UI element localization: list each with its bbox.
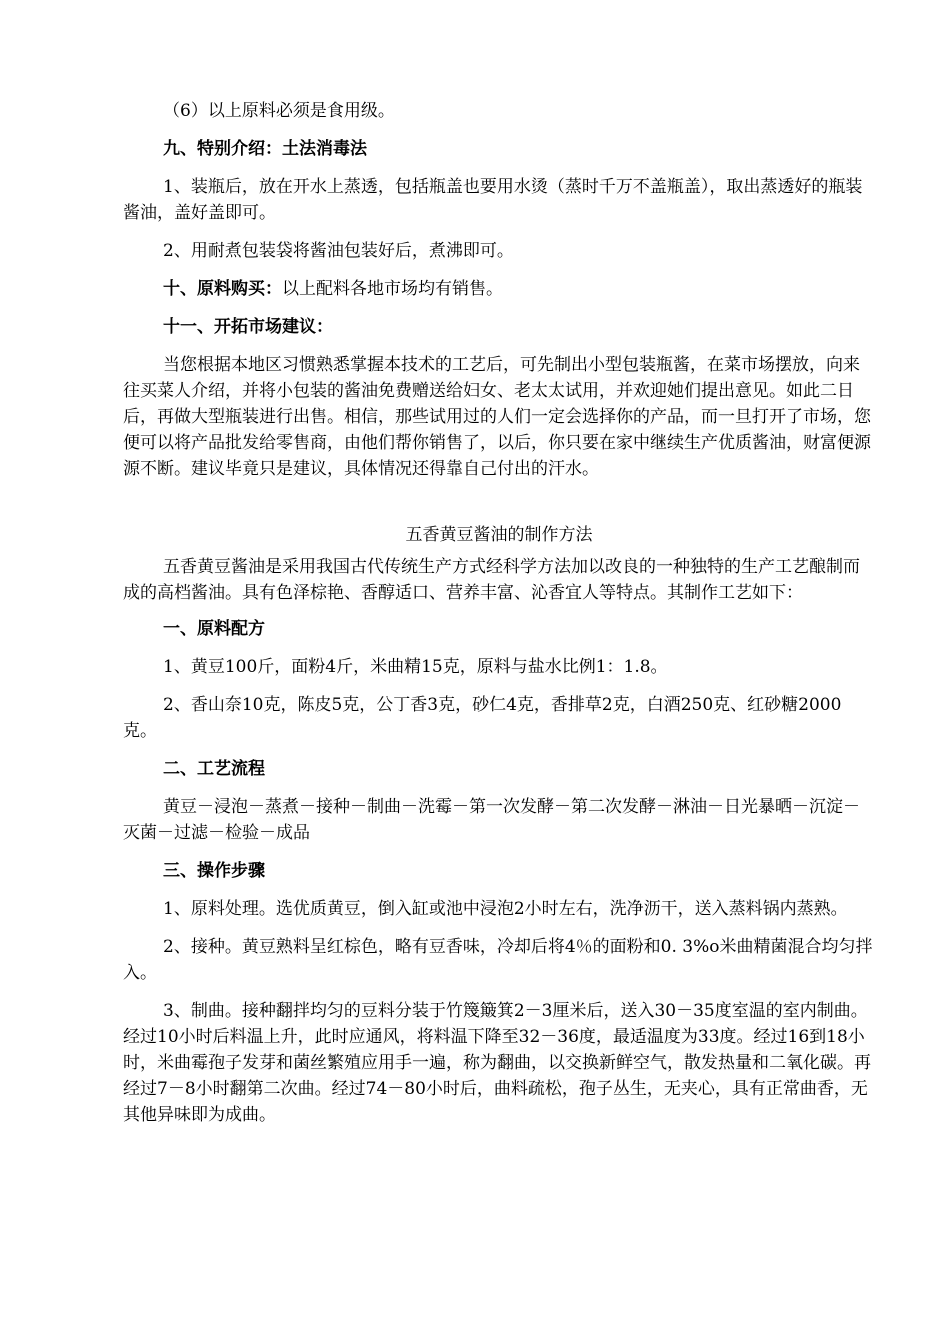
formula-item-1: 1、黄豆100斤，面粉4斤，米曲精15克，原料与盐水比例1：1.8。 bbox=[163, 657, 668, 677]
heading-operation-steps: 三、操作步骤 bbox=[163, 861, 265, 881]
heading-process-flow: 二、工艺流程 bbox=[163, 759, 265, 779]
heading-section-11: 十一、开拓市场建议： bbox=[163, 317, 333, 337]
raw-material-note-6: （6）以上原料必须是食用级。 bbox=[163, 101, 395, 121]
raw-material-purchase bbox=[123, 276, 875, 302]
operation-step-3: 3、制曲。接种翻拌均匀的豆料分装于竹篾簸箕2－3厘米后，送入30－35度室温的室内制曲。经过10小时后料温上升，此时应通风，将料温下降至32－36度，最适温度为33度。经过16到18小时，米曲霉孢子发芽和菌丝繁殖应用手一遍，称为翻曲，以交换新鲜空气，散发热量和二氧化碳。再 经过7－8小时翻第二次曲。经过74－80小时后，曲料疏松，孢子丛生，无夹心，具有正常曲香，无其他异味即为成曲。 bbox=[123, 1001, 871, 1125]
intro-paragraph: 五香黄豆酱油是采用我国古代传统生产方式经科学方法加以改良的一种独特的生产工艺酿制而成的高档酱油。具有色泽棕艳、香醇适口、营养丰富、沁香宜人等特点。其制作工艺如下： bbox=[123, 557, 860, 603]
market-advice-paragraph: 当您根据本地区习惯熟悉掌握本技术的工艺后，可先制出小型包装瓶酱，在菜市场摆放，向来往买菜人介绍，并将小包装的酱油免费赠送给妇女、老太太试用，并欢迎她们提出意见。如此二日后，再做大型瓶装进行出售。相信，那些试用过的人们一定会选择你的产品，而一旦打开了市场，您便可以将产品批发给零售商，由他们帮你销售了，以后，你只要在家中继续生产优质酱油，财富便源源不断。建议毕竟只是建议，具体情况还得靠自己付出的汗水。 bbox=[123, 355, 871, 479]
heading-formula: 一、原料配方 bbox=[163, 619, 265, 639]
disinfection-step-2: 2、用耐煮包装袋将酱油包装好后，煮沸即可。 bbox=[163, 241, 514, 261]
process-flow-text: 黄豆－浸泡－蒸煮－接种－制曲－洗霉－第一次发酵－第二次发酵－淋油－日光暴晒－沉淀－灭菌－过滤－检验－成品 bbox=[123, 797, 860, 843]
operation-step-2: 2、接种。黄豆熟料呈红棕色，略有豆香味，冷却后将4％的面粉和0. 3%o米曲精菌混合均匀拌入。 bbox=[123, 937, 873, 983]
disinfection-step-1: 1、装瓶后，放在开水上蒸透，包括瓶盖也要用水烫（蒸时千万不盖瓶盖），取出蒸透好的瓶装酱油，盖好盖即可。 bbox=[123, 177, 863, 223]
heading-section-10: 十、原料购买： bbox=[163, 279, 282, 299]
document-page bbox=[123, 98, 875, 1140]
purchase-text: 以上配料各地市场均有销售。 bbox=[282, 279, 503, 299]
heading-section-9: 九、特别介绍：土法消毒法 bbox=[163, 139, 367, 159]
article-title: 五香黄豆酱油的制作方法 bbox=[405, 525, 593, 545]
formula-item-2: 2、香山奈10克，陈皮5克，公丁香3克，砂仁4克，香排草2克，白酒250克、红砂糖2000克。 bbox=[123, 695, 842, 741]
operation-step-1: 1、原料处理。选优质黄豆，倒入缸或池中浸泡2小时左右，洗净沥干，送入蒸料锅内蒸熟。 bbox=[163, 899, 848, 919]
